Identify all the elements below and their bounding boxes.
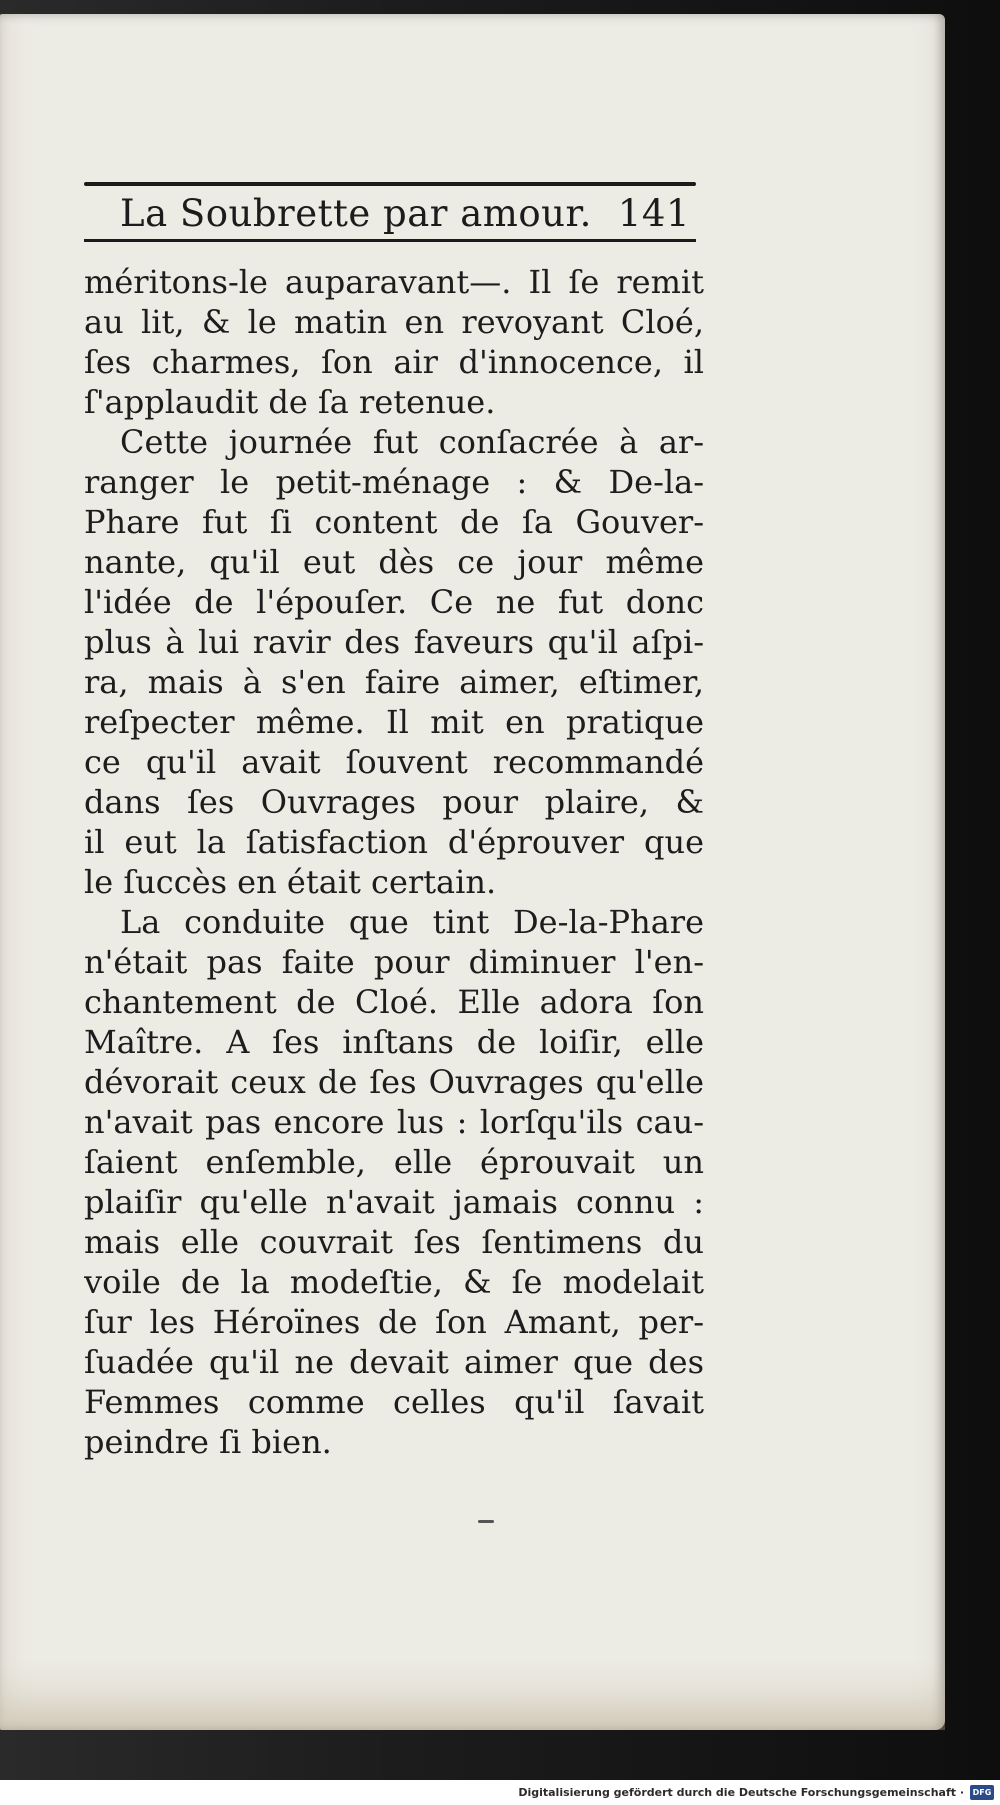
text-line: ra, mais à s'en faire aimer, eſtimer, (84, 663, 704, 701)
text-line: il eut la ſatisfaction d'éprouver que (84, 823, 704, 861)
text-line: Femmes comme celles qu'il ſavait (84, 1383, 704, 1421)
text-line: La conduite que tint De-la-Phare (120, 903, 704, 941)
running-title: La Soubrette par amour. (120, 192, 592, 235)
text-line: le ſuccès en était certain. (84, 863, 497, 901)
text-line: chantement de Cloé. Elle adora ſon (84, 983, 704, 1021)
text-line: ſuadée qu'il ne devait aimer que des (84, 1343, 704, 1381)
text-line: plaiſir qu'elle n'avait jamais connu : (84, 1183, 704, 1221)
text-line: dévorait ceux de ſes Ouvrages qu'elle (84, 1063, 704, 1101)
footer-bar (0, 1780, 1000, 1805)
text-line: méritons-le auparavant—. Il ſe remit (84, 263, 704, 301)
text-line: n'avait pas encore lus : lorſqu'ils cau- (84, 1103, 704, 1141)
text-line: au lit, & le matin en revoyant Cloé, (84, 303, 704, 341)
page-mark (478, 1520, 494, 1523)
body-text (84, 262, 704, 1462)
text-line: ſes charmes, ſon air d'innocence, il (84, 343, 704, 381)
page-number: 141 (617, 192, 690, 235)
text-line: l'idée de l'épouſer. Ce ne fut donc (84, 583, 704, 621)
text-line: voile de la modeſtie, & ſe modelait (84, 1263, 704, 1301)
text-line: peindre ſi bien. (84, 1423, 332, 1461)
text-line: reſpecter même. Il mit en pratique (84, 703, 704, 741)
running-head (84, 182, 696, 242)
text-line: Cette journée fut conſacrée à ar- (120, 423, 704, 461)
text-line: ſur les Héroïnes de ſon Amant, per- (84, 1303, 704, 1341)
header-row (84, 192, 696, 235)
header-rule-top (84, 182, 696, 186)
book-page (0, 14, 945, 1730)
text-line: ranger le petit-ménage : & De-la- (84, 463, 704, 501)
text-line: mais elle couvrait ſes ſentimens du (84, 1223, 704, 1261)
text-line: ce qu'il avait ſouvent recommandé (84, 743, 704, 781)
text-line: Phare fut ſi content de ſa Gouver- (84, 503, 704, 541)
text-line: ſaient enſemble, elle éprouvait un (84, 1143, 704, 1181)
text-line: plus à lui ravir des faveurs qu'il aſpi- (84, 623, 704, 661)
text-line: dans ſes Ouvrages pour plaire, & (84, 783, 704, 821)
text-line: ſ'applaudit de ſa retenue. (84, 383, 496, 421)
footer-credit: Digitalisierung gefördert durch die Deutsche Forschungsgemeinschaft · (518, 1786, 964, 1799)
dfg-logo-icon: DFG (970, 1785, 994, 1800)
text-line: nante, qu'il eut dès ce jour même (84, 543, 704, 581)
text-line: n'était pas faite pour diminuer l'en- (84, 943, 704, 981)
header-rule-bottom (84, 239, 696, 242)
text-line: Maître. A ſes inſtans de loiſir, elle (84, 1023, 704, 1061)
